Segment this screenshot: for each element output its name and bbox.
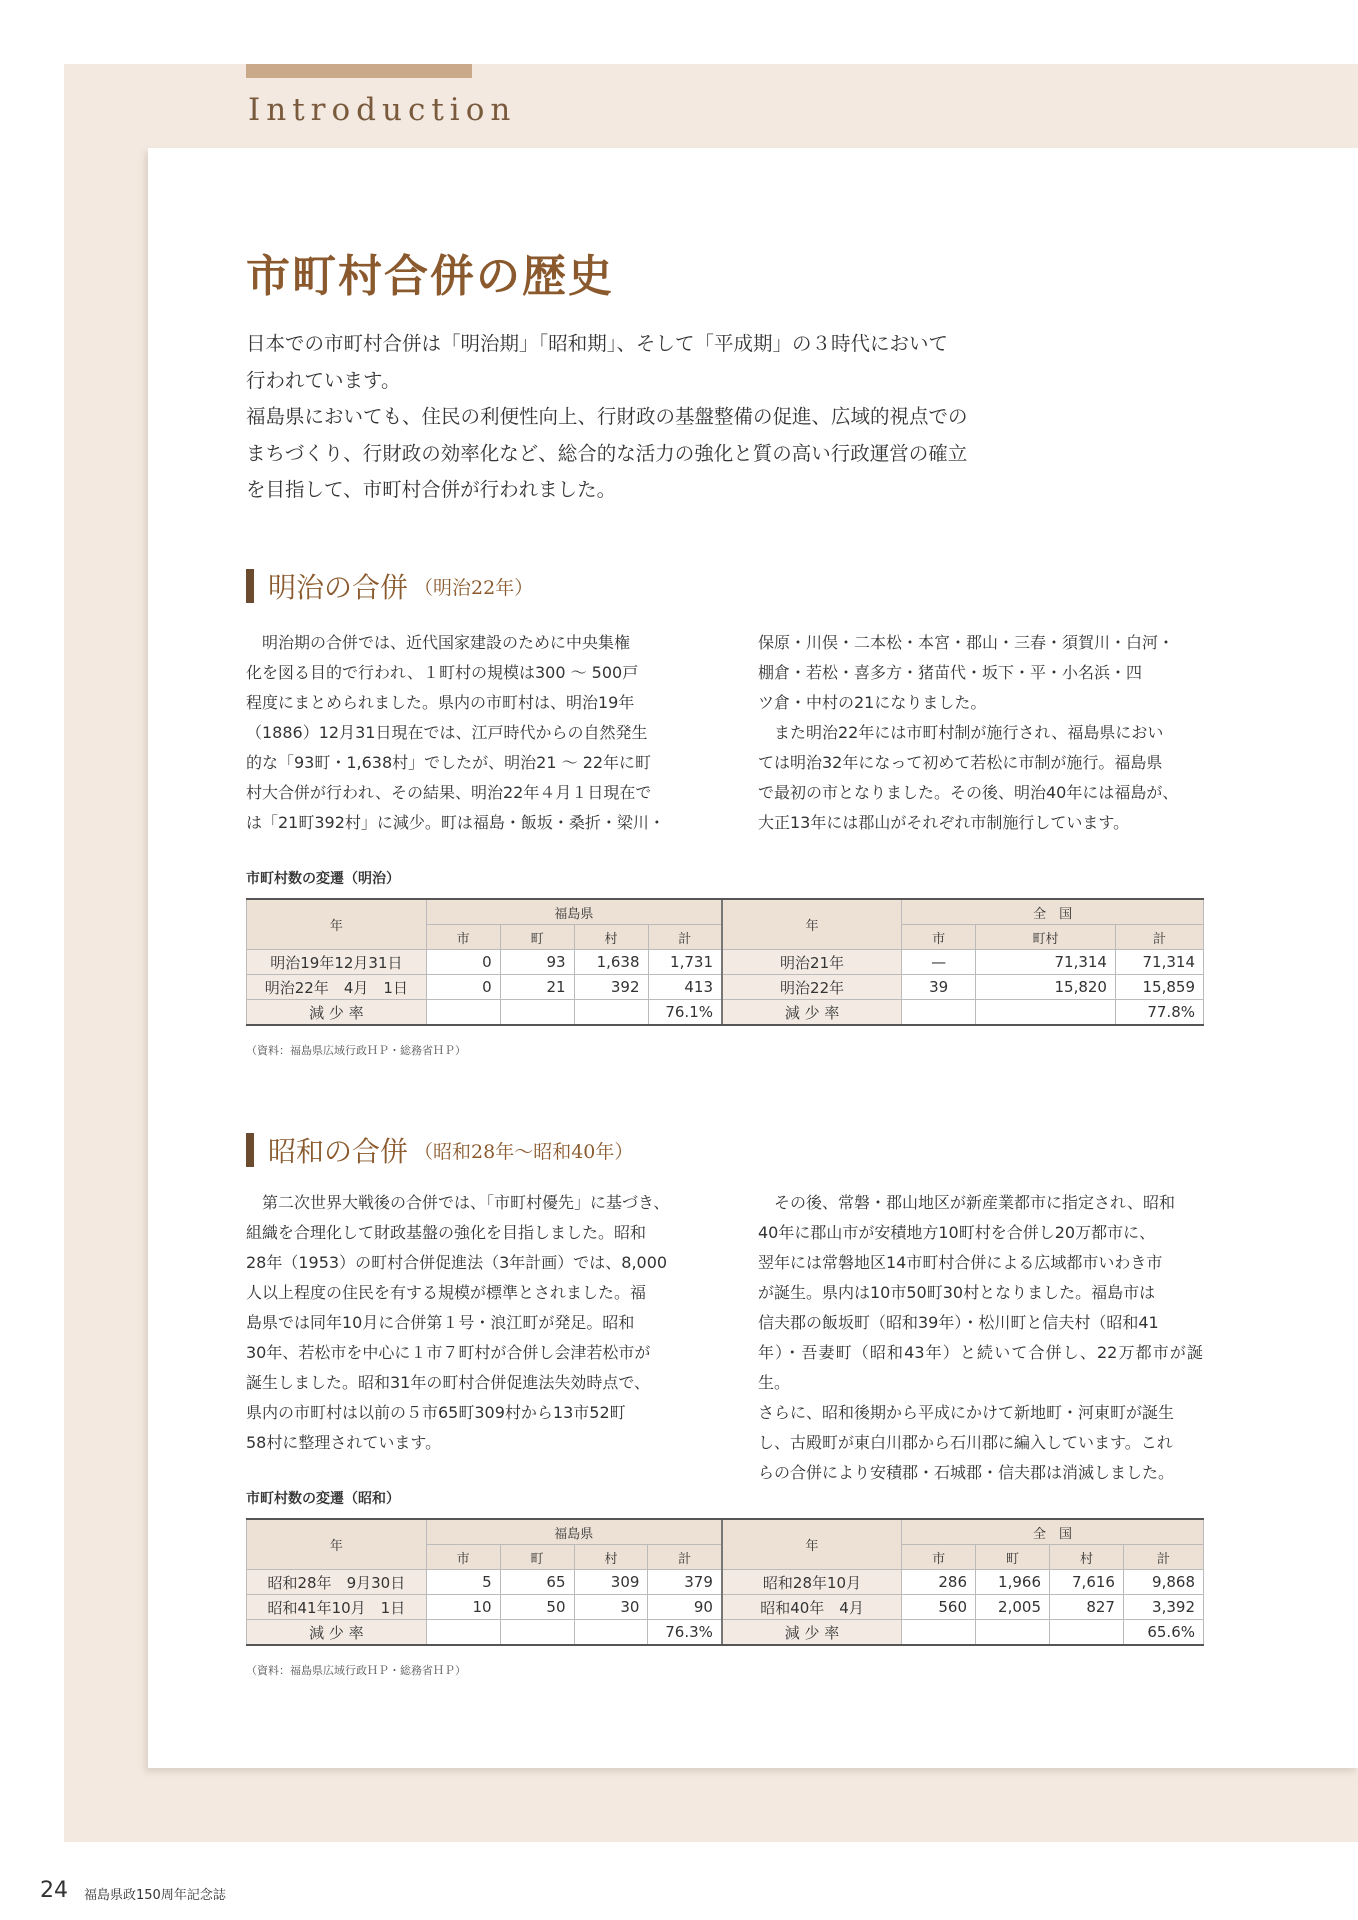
- table-row: [247, 1595, 1204, 1620]
- meiji-table-caption: 市町村数の変遷（明治）: [246, 871, 400, 887]
- table-cell: 90: [648, 1595, 722, 1620]
- text-line: 程度にまとめられました。県内の市町村は、明治19年: [246, 693, 635, 712]
- table-cell: 1,638: [574, 950, 648, 975]
- national-rate: 65.6%: [1123, 1620, 1203, 1646]
- text-line: 誕生しました。昭和31年の町村合併促進法失効時点で、: [246, 1373, 651, 1392]
- text-line: 化を図る目的で行われ、１町村の規模は300 ～ 500戸: [246, 663, 639, 682]
- column-header: 町村: [976, 925, 1116, 950]
- table-cell: 379: [648, 1570, 722, 1595]
- text-line: は「21町392村」に減少。町は福島・飯坂・桑折・梁川・: [246, 813, 665, 832]
- column-header: 市: [426, 1545, 500, 1570]
- empty-cell: [500, 1620, 574, 1646]
- table-cell: 309: [574, 1570, 648, 1595]
- column-header: 計: [648, 1545, 722, 1570]
- column-header: 町: [500, 925, 574, 950]
- text-line: が誕生。県内は10市50町30村となりました。福島市は: [758, 1283, 1156, 1302]
- table-cell: 5: [426, 1570, 500, 1595]
- column-header: 市: [902, 1545, 976, 1570]
- text-line: さらに、昭和後期から平成にかけて新地町・河東町が誕生: [758, 1403, 1175, 1422]
- row-label: 昭和28年10月: [722, 1570, 902, 1595]
- text-line: （1886）12月31日現在では、江戸時代からの自然発生: [246, 723, 648, 742]
- column-header: 町: [500, 1545, 574, 1570]
- pref-header: 福島県: [426, 899, 722, 925]
- text-line: らの合併により安積郡・石城郡・信夫郡は消滅しました。: [758, 1463, 1175, 1482]
- table-row: [247, 975, 1204, 1000]
- text-line: 28年（1953）の町村合併促進法（3年計画）では、8,000: [246, 1253, 668, 1272]
- empty-cell: [976, 1000, 1116, 1026]
- empty-cell: [574, 1000, 648, 1026]
- table-cell: 0: [426, 975, 500, 1000]
- table-cell: 15,820: [976, 975, 1116, 1000]
- header-accent-bar: [246, 64, 472, 78]
- table-cell: 827: [1050, 1595, 1124, 1620]
- lead-line: を目指して、市町村合併が行われました。: [246, 478, 617, 501]
- text-line: し、古殿町が東白川郡から石川郡に編入しています。これ: [758, 1433, 1173, 1452]
- empty-cell: [574, 1620, 648, 1646]
- text-line: 的な「93町・1,638村」でしたが、明治21 ～ 22年に町: [246, 753, 652, 772]
- row-label: 明治19年12月31日: [247, 950, 427, 975]
- table-row-rate: [247, 1620, 1204, 1646]
- showa-section-heading: [246, 1130, 633, 1170]
- showa-source-note: （資料：福島県広域行政ＨＰ・総務省ＨＰ）: [246, 1664, 466, 1677]
- text-line: 保原・川俣・二本松・本宮・郡山・三春・須賀川・白河・: [758, 633, 1175, 652]
- year-header: 年: [247, 1519, 427, 1570]
- row-label: 明治22年 4月 1日: [247, 975, 427, 1000]
- table-row-rate: [247, 1000, 1204, 1026]
- text-line: 30年、若松市を中心に１市７町村が合併し会津若松市が: [246, 1343, 651, 1362]
- pref-rate: 76.3%: [648, 1620, 722, 1646]
- row-label: 明治21年: [722, 950, 902, 975]
- table-cell: —: [902, 950, 976, 975]
- section-marker: [246, 569, 254, 603]
- table-cell: 39: [902, 975, 976, 1000]
- showa-text-right: [758, 1188, 1203, 1488]
- empty-cell: [902, 1000, 976, 1026]
- table-cell: 50: [500, 1595, 574, 1620]
- text-line: その後、常磐・郡山地区が新産業都市に指定され、昭和: [758, 1193, 1175, 1212]
- intro-label: Introduction: [248, 92, 517, 128]
- meiji-subtitle: （明治22年）: [414, 576, 534, 599]
- row-label: 昭和40年 4月: [722, 1595, 902, 1620]
- national-header: 全 国: [902, 899, 1204, 925]
- column-header: 計: [1115, 925, 1203, 950]
- table-cell: 1,731: [648, 950, 722, 975]
- column-header: 市: [902, 925, 976, 950]
- table-cell: 65: [500, 1570, 574, 1595]
- national-rate: 77.8%: [1115, 1000, 1203, 1026]
- column-header: 計: [1123, 1545, 1203, 1570]
- text-line: 組織を合理化して財政基盤の強化を目指しました。昭和: [246, 1223, 647, 1242]
- table-cell: 71,314: [976, 950, 1116, 975]
- text-line: 明治期の合併では、近代国家建設のために中央集権: [246, 633, 631, 652]
- empty-cell: [976, 1620, 1050, 1646]
- text-line: 島県では同年10月に合併第１号・浪江町が発足。昭和: [246, 1313, 635, 1332]
- empty-cell: [902, 1620, 976, 1646]
- meiji-section-heading: [246, 566, 533, 606]
- table-cell: 71,314: [1115, 950, 1203, 975]
- empty-cell: [426, 1000, 500, 1026]
- section-marker: [246, 1133, 254, 1167]
- text-line: 年）・吾妻町（昭和43年）と続いて合併し、22万都市が誕生。: [758, 1343, 1203, 1392]
- table-cell: 30: [574, 1595, 648, 1620]
- table-cell: 15,859: [1115, 975, 1203, 1000]
- meiji-source-note: （資料：福島県広域行政ＨＰ・総務省ＨＰ）: [246, 1044, 466, 1057]
- table-cell: 10: [426, 1595, 500, 1620]
- national-header: 全 国: [902, 1519, 1204, 1545]
- text-line: 人以上程度の住民を有する規模が標準とされました。福: [246, 1283, 647, 1302]
- text-line: 大正13年には郡山がそれぞれ市制施行しています。: [758, 813, 1130, 832]
- meiji-text-right: [758, 628, 1203, 838]
- showa-table-caption: 市町村数の変遷（昭和）: [246, 1491, 400, 1507]
- table-cell: 413: [648, 975, 722, 1000]
- showa-text-left: [246, 1188, 691, 1458]
- column-header: 町: [976, 1545, 1050, 1570]
- page-title: 市町村合併の歴史: [246, 251, 614, 302]
- lead-line: 行われています。: [246, 368, 401, 392]
- text-line: で最初の市となりました。その後、明治40年には福島が、: [758, 783, 1179, 802]
- meiji-municipality-table: [246, 898, 1204, 1026]
- text-line: 県内の市町村は以前の５市65町309村から13市52町: [246, 1403, 626, 1422]
- table-row: [247, 950, 1204, 975]
- lead-paragraph: [246, 326, 1036, 509]
- text-line: 信夫郡の飯坂町（昭和39年）・松川町と信夫村（昭和41: [758, 1313, 1159, 1332]
- text-line: 村大合併が行われ、その結果、明治22年４月１日現在で: [246, 783, 652, 802]
- empty-cell: [1050, 1620, 1124, 1646]
- text-line: 40年に郡山市が安積地方10町村を合併し20万都市に、: [758, 1223, 1156, 1242]
- text-line: 第二次世界大戦後の合併では、「市町村優先」に基づき、: [246, 1193, 670, 1212]
- rate-label: 減 少 率: [247, 1620, 427, 1646]
- column-header: 村: [574, 1545, 648, 1570]
- lead-line: 福島県においても、住民の利便性向上、行財政の基盤整備の促進、広域的視点での: [246, 405, 968, 428]
- table-cell: 1,966: [976, 1570, 1050, 1595]
- text-line: 翌年には常磐地区14市町村合併による広域都市いわき市: [758, 1253, 1163, 1272]
- table-cell: 560: [902, 1595, 976, 1620]
- table-cell: 9,868: [1123, 1570, 1203, 1595]
- meiji-text-left: [246, 628, 691, 838]
- table-cell: 0: [426, 950, 500, 975]
- publication-title: 福島県政150周年記念誌: [84, 1888, 226, 1903]
- column-header: 村: [1050, 1545, 1124, 1570]
- table-cell: 7,616: [1050, 1570, 1124, 1595]
- row-label: 明治22年: [722, 975, 902, 1000]
- lead-line: 日本での市町村合併は「明治期」「昭和期」、そして「平成期」の３時代において: [246, 332, 949, 355]
- column-header: 村: [574, 925, 648, 950]
- year-header: 年: [247, 899, 427, 950]
- rate-label: 減 少 率: [722, 1000, 902, 1026]
- showa-subtitle: （昭和28年～昭和40年）: [414, 1140, 634, 1163]
- empty-cell: [500, 1000, 574, 1026]
- text-line: ては明治32年になって初めて若松に市制が施行。福島県: [758, 753, 1163, 772]
- pref-rate: 76.1%: [648, 1000, 722, 1026]
- text-line: 棚倉・若松・喜多方・猪苗代・坂下・平・小名浜・四: [758, 663, 1143, 682]
- rate-label: 減 少 率: [247, 1000, 427, 1026]
- empty-cell: [426, 1620, 500, 1646]
- text-line: 58村に整理されています。: [246, 1433, 442, 1452]
- text-line: ツ倉・中村の21になりました。: [758, 693, 987, 712]
- column-header: 市: [426, 925, 500, 950]
- meiji-title: 明治の合併: [268, 571, 409, 604]
- rate-label: 減 少 率: [722, 1620, 902, 1646]
- table-cell: 392: [574, 975, 648, 1000]
- table-row: [247, 1570, 1204, 1595]
- pref-header: 福島県: [426, 1519, 722, 1545]
- table-cell: 2,005: [976, 1595, 1050, 1620]
- year-header: 年: [722, 899, 902, 950]
- lead-line: まちづくり、行財政の効率化など、総合的な活力の強化と質の高い行政運営の確立: [246, 441, 968, 465]
- year-header: 年: [722, 1519, 902, 1570]
- table-cell: 3,392: [1123, 1595, 1203, 1620]
- showa-municipality-table: [246, 1518, 1204, 1646]
- row-label: 昭和41年10月 1日: [247, 1595, 427, 1620]
- table-cell: 93: [500, 950, 574, 975]
- showa-title: 昭和の合併: [268, 1135, 409, 1168]
- table-cell: 286: [902, 1570, 976, 1595]
- row-label: 昭和28年 9月30日: [247, 1570, 427, 1595]
- text-line: また明治22年には市町村制が施行され、福島県におい: [758, 723, 1164, 742]
- column-header: 計: [648, 925, 722, 950]
- page-number: 24: [40, 1878, 68, 1903]
- table-cell: 21: [500, 975, 574, 1000]
